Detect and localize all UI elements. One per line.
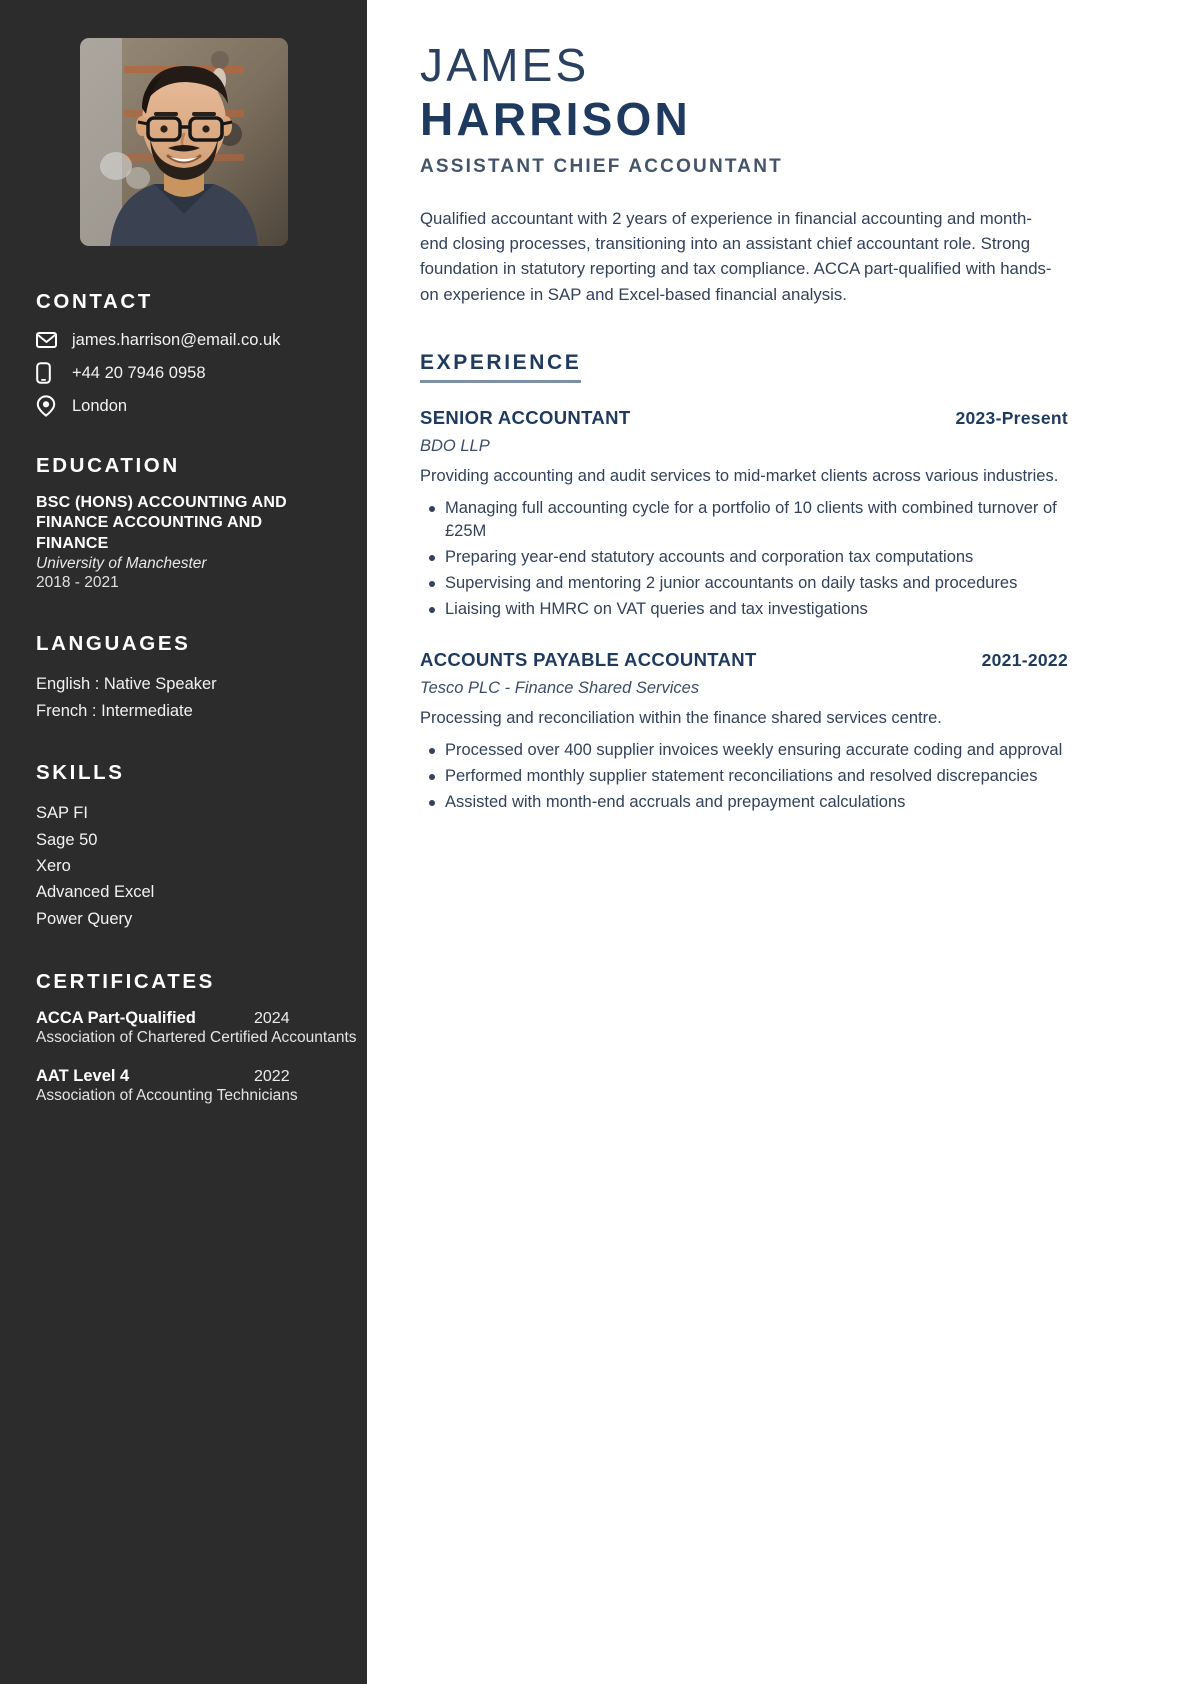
certificate-year: 2022: [254, 1068, 290, 1086]
language-item: English : Native Speaker: [36, 675, 217, 694]
experience-bullet: Preparing year-end statutory accounts and corporation tax computations: [420, 546, 1070, 569]
envelope-icon: [36, 332, 62, 348]
education-school: University of Manchester: [36, 555, 207, 573]
skill-item: SAP FI: [36, 804, 88, 823]
skills-heading: SKILLS: [36, 761, 125, 785]
experience-description: Providing accounting and audit services to mid-market clients across various industries.: [420, 466, 1059, 485]
skills-section: [36, 761, 334, 932]
certificate-name: AAT Level 4: [36, 1067, 130, 1086]
certificate-name: ACCA Part-Qualified: [36, 1009, 196, 1028]
experience-role: SENIOR ACCOUNTANT: [420, 406, 631, 428]
first-name: JAMES: [420, 39, 590, 91]
certificate-item: [36, 1009, 357, 1047]
experience-item-header: [420, 649, 1068, 671]
certificate-year: 2024: [254, 1010, 290, 1028]
skill-item: Advanced Excel: [36, 883, 155, 902]
contact-heading: CONTACT: [36, 290, 153, 313]
contact-item-location[interactable]: [36, 395, 334, 417]
experience-dates: 2023-Present: [955, 407, 1068, 428]
languages-section: [36, 632, 334, 724]
experience-dates: 2021-2022: [981, 650, 1068, 671]
certificates-section: [36, 970, 357, 1105]
certificate-header: [36, 1009, 334, 1028]
certificate-issuer: Association of Accounting Technicians: [36, 1087, 298, 1105]
skill-item: Sage 50: [36, 830, 98, 849]
experience-bullet: Processed over 400 supplier invoices weekly ensuring accurate coding and approval: [420, 739, 1070, 762]
language-item: French : Intermediate: [36, 701, 193, 720]
experience-company: BDO LLP: [420, 436, 490, 455]
education-degree: BSC (HONS) ACCOUNTING AND FINANCE ACCOUNTING AND FINANCE: [36, 494, 287, 552]
experience-heading: EXPERIENCE: [420, 351, 581, 383]
contact-item-phone[interactable]: [36, 362, 334, 384]
experience-role: ACCOUNTS PAYABLE ACCOUNTANT: [420, 649, 757, 671]
certificate-item: [36, 1067, 334, 1105]
main-content: [367, 0, 1190, 842]
certificate-issuer: Association of Chartered Certified Accountants: [36, 1029, 357, 1047]
job-title: ASSISTANT CHIEF ACCOUNTANT: [420, 156, 783, 178]
professional-summary: Qualified accountant with 2 years of experience in financial accounting and month-end closing processes, transitioning into an assistant chief accountant role. Strong foundation in statutory reporting and tax compliance. ACCA part-qualified with hands-on experience in SAP and Excel-based financial analysis.: [420, 209, 1052, 304]
contact-email-text: james.harrison@email.co.uk: [72, 330, 281, 349]
experience-item: [420, 407, 1070, 621]
education-heading: EDUCATION: [36, 454, 180, 477]
experience-item: [420, 649, 1070, 814]
skill-item: Power Query: [36, 909, 133, 928]
experience-company: Tesco PLC - Finance Shared Services: [420, 679, 700, 698]
experience-bullet: Liaising with HMRC on VAT queries and tax investigations: [420, 598, 1070, 621]
last-name: HARRISON: [420, 92, 691, 145]
experience-bullet: Assisted with month-end accruals and prepayment calculations: [420, 791, 1070, 814]
education-section: [36, 454, 334, 592]
certificates-heading: CERTIFICATES: [36, 970, 215, 994]
avatar: [80, 38, 288, 246]
experience-bullet: Managing full accounting cycle for a portfolio of 10 clients with combined turnover of £25M: [420, 497, 1070, 543]
experience-item-header: [420, 407, 1068, 429]
resume-header: [420, 40, 1070, 178]
education-dates: 2018 - 2021: [36, 574, 119, 592]
certificate-header: [36, 1067, 334, 1086]
experience-bullets: [420, 497, 1070, 621]
profile-photo-illustration: [80, 38, 288, 246]
location-pin-icon: [36, 395, 62, 417]
experience-description: Processing and reconciliation within the finance shared services centre.: [420, 709, 942, 728]
phone-icon: [36, 362, 62, 384]
languages-heading: LANGUAGES: [36, 632, 191, 656]
contact-item-email[interactable]: [36, 329, 334, 351]
experience-bullet: Performed monthly supplier statement reconciliations and resolved discrepancies: [420, 765, 1070, 788]
experience-bullets: [420, 739, 1070, 814]
sidebar: [0, 0, 367, 1684]
contact-phone-text: +44 20 7946 0958: [72, 363, 206, 382]
contact-location-text: London: [72, 396, 128, 415]
contact-section: [36, 290, 334, 417]
skill-item: Xero: [36, 856, 71, 875]
experience-bullet: Supervising and mentoring 2 junior accountants on daily tasks and procedures: [420, 572, 1070, 595]
